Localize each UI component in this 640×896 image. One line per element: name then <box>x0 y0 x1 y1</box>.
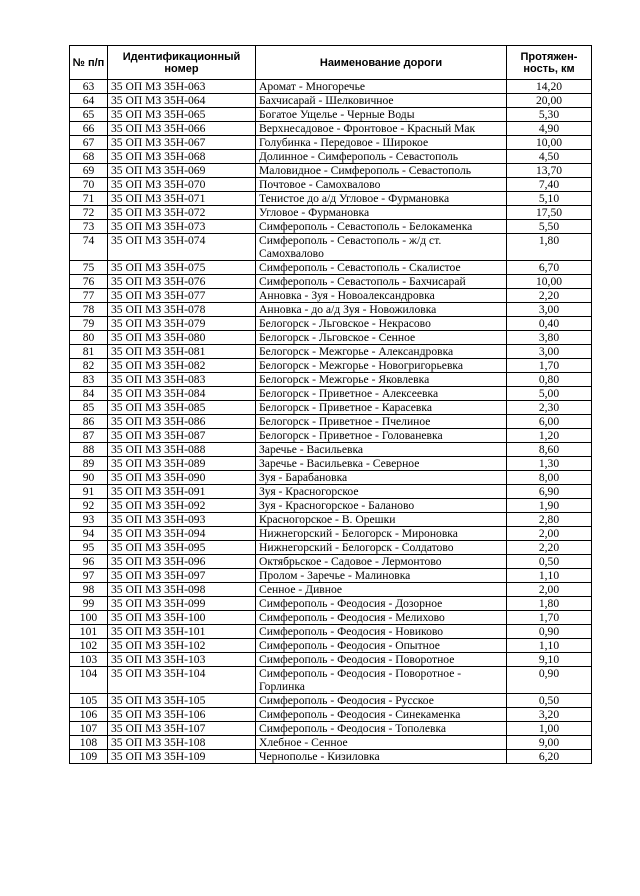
row-length: 5,10 <box>507 192 592 206</box>
row-number: 89 <box>70 457 108 471</box>
table-row <box>70 220 592 234</box>
row-number: 87 <box>70 429 108 443</box>
row-road-name: Симферополь - Севастополь - Бахчисарай <box>256 275 507 289</box>
row-length: 7,40 <box>507 178 592 192</box>
row-road-name: Симферополь - Феодосия - Новиково <box>256 625 507 639</box>
table-row <box>70 443 592 457</box>
row-road-name: Октябрьское - Садовое - Лермонтово <box>256 555 507 569</box>
row-length: 0,80 <box>507 373 592 387</box>
table-row <box>70 708 592 722</box>
row-length: 1,10 <box>507 569 592 583</box>
row-length: 6,20 <box>507 750 592 764</box>
row-length: 1,10 <box>507 639 592 653</box>
row-length: 14,20 <box>507 80 592 94</box>
row-id: 35 ОП МЗ 35Н-093 <box>108 513 256 527</box>
row-number: 100 <box>70 611 108 625</box>
table-row <box>70 625 592 639</box>
table-row <box>70 108 592 122</box>
row-id: 35 ОП МЗ 35Н-091 <box>108 485 256 499</box>
row-id: 35 ОП МЗ 35Н-101 <box>108 625 256 639</box>
row-id: 35 ОП МЗ 35Н-096 <box>108 555 256 569</box>
row-length: 1,00 <box>507 722 592 736</box>
row-road-name: Нижнегорский - Белогорск - Мироновка <box>256 527 507 541</box>
row-number: 98 <box>70 583 108 597</box>
row-number: 107 <box>70 722 108 736</box>
row-length: 3,20 <box>507 708 592 722</box>
row-road-name: Симферополь - Феодосия - Синекаменка <box>256 708 507 722</box>
row-id: 35 ОП МЗ 35Н-075 <box>108 261 256 275</box>
row-number: 85 <box>70 401 108 415</box>
row-id: 35 ОП МЗ 35Н-103 <box>108 653 256 667</box>
table-row <box>70 750 592 764</box>
row-length: 3,00 <box>507 345 592 359</box>
row-length: 1,70 <box>507 359 592 373</box>
table-row <box>70 736 592 750</box>
header-length: Протяжен-ность, км <box>507 46 592 80</box>
row-number: 99 <box>70 597 108 611</box>
row-length: 1,80 <box>507 597 592 611</box>
table-row <box>70 485 592 499</box>
row-id: 35 ОП МЗ 35Н-067 <box>108 136 256 150</box>
row-length: 2,20 <box>507 289 592 303</box>
row-road-name: Белогорск - Приветное - Пчелиное <box>256 415 507 429</box>
row-road-name: Белогорск - Межгорье - Новогригорьевка <box>256 359 507 373</box>
row-road-name: Симферополь - Феодосия - Мелихово <box>256 611 507 625</box>
header-name: Наименование дороги <box>256 46 507 80</box>
row-road-name: Симферополь - Севастополь - Белокаменка <box>256 220 507 234</box>
table-row <box>70 471 592 485</box>
row-road-name: Белогорск - Межгорье - Александровка <box>256 345 507 359</box>
row-road-name: Симферополь - Севастополь - Скалистое <box>256 261 507 275</box>
row-id: 35 ОП МЗ 35Н-085 <box>108 401 256 415</box>
row-road-name: Симферополь - Севастополь - ж/д ст. Самохвалово <box>256 234 507 261</box>
row-id: 35 ОП МЗ 35Н-100 <box>108 611 256 625</box>
table-row <box>70 331 592 345</box>
row-length: 2,20 <box>507 541 592 555</box>
header-id: Идентификационный номер <box>108 46 256 80</box>
row-road-name: Анновка - до а/д Зуя - Новожиловка <box>256 303 507 317</box>
table-row <box>70 317 592 331</box>
row-road-name: Белогорск - Приветное - Карасевка <box>256 401 507 415</box>
row-number: 81 <box>70 345 108 359</box>
row-road-name: Белогорск - Приветное - Голованевка <box>256 429 507 443</box>
row-road-name: Белогорск - Межгорье - Яковлевка <box>256 373 507 387</box>
row-road-name: Симферополь - Феодосия - Дозорное <box>256 597 507 611</box>
row-length: 6,70 <box>507 261 592 275</box>
table-row <box>70 653 592 667</box>
row-id: 35 ОП МЗ 35Н-088 <box>108 443 256 457</box>
table-row <box>70 639 592 653</box>
row-id: 35 ОП МЗ 35Н-069 <box>108 164 256 178</box>
row-length: 1,80 <box>507 234 592 261</box>
row-id: 35 ОП МЗ 35Н-083 <box>108 373 256 387</box>
table-row <box>70 289 592 303</box>
row-number: 106 <box>70 708 108 722</box>
table-row <box>70 303 592 317</box>
row-number: 97 <box>70 569 108 583</box>
row-length: 3,80 <box>507 331 592 345</box>
table-row <box>70 275 592 289</box>
table-row <box>70 583 592 597</box>
row-number: 67 <box>70 136 108 150</box>
row-length: 1,70 <box>507 611 592 625</box>
table-row <box>70 722 592 736</box>
row-length: 13,70 <box>507 164 592 178</box>
table-row <box>70 192 592 206</box>
row-length: 1,30 <box>507 457 592 471</box>
row-number: 83 <box>70 373 108 387</box>
row-length: 0,40 <box>507 317 592 331</box>
row-road-name: Зуя - Барабановка <box>256 471 507 485</box>
row-road-name: Почтовое - Самохвалово <box>256 178 507 192</box>
row-number: 68 <box>70 150 108 164</box>
row-number: 65 <box>70 108 108 122</box>
row-length: 1,90 <box>507 499 592 513</box>
row-id: 35 ОП МЗ 35Н-108 <box>108 736 256 750</box>
row-number: 72 <box>70 206 108 220</box>
row-number: 105 <box>70 694 108 708</box>
row-length: 2,30 <box>507 401 592 415</box>
row-length: 4,90 <box>507 122 592 136</box>
row-length: 0,90 <box>507 625 592 639</box>
row-length: 9,10 <box>507 653 592 667</box>
row-length: 8,60 <box>507 443 592 457</box>
row-id: 35 ОП МЗ 35Н-077 <box>108 289 256 303</box>
row-id: 35 ОП МЗ 35Н-107 <box>108 722 256 736</box>
table-row <box>70 178 592 192</box>
row-road-name: Белогорск - Льговское - Некрасово <box>256 317 507 331</box>
row-road-name: Заречье - Васильевка <box>256 443 507 457</box>
row-number: 91 <box>70 485 108 499</box>
row-number: 95 <box>70 541 108 555</box>
table-row <box>70 513 592 527</box>
row-id: 35 ОП МЗ 35Н-106 <box>108 708 256 722</box>
row-id: 35 ОП МЗ 35Н-082 <box>108 359 256 373</box>
row-road-name: Чернополье - Кизиловка <box>256 750 507 764</box>
row-id: 35 ОП МЗ 35Н-104 <box>108 667 256 694</box>
row-length: 2,00 <box>507 527 592 541</box>
table-row <box>70 415 592 429</box>
row-length: 2,00 <box>507 583 592 597</box>
table-row <box>70 359 592 373</box>
row-length: 8,00 <box>507 471 592 485</box>
row-length: 4,50 <box>507 150 592 164</box>
row-id: 35 ОП МЗ 35Н-073 <box>108 220 256 234</box>
row-id: 35 ОП МЗ 35Н-092 <box>108 499 256 513</box>
row-length: 17,50 <box>507 206 592 220</box>
row-length: 2,80 <box>507 513 592 527</box>
table-row <box>70 345 592 359</box>
table-row <box>70 234 592 261</box>
row-id: 35 ОП МЗ 35Н-079 <box>108 317 256 331</box>
row-id: 35 ОП МЗ 35Н-070 <box>108 178 256 192</box>
table-body <box>70 80 592 764</box>
row-number: 70 <box>70 178 108 192</box>
table-row <box>70 597 592 611</box>
row-number: 96 <box>70 555 108 569</box>
row-number: 104 <box>70 667 108 694</box>
row-number: 74 <box>70 234 108 261</box>
table-header <box>70 46 592 80</box>
row-id: 35 ОП МЗ 35Н-076 <box>108 275 256 289</box>
row-id: 35 ОП МЗ 35Н-105 <box>108 694 256 708</box>
row-road-name: Угловое - Фурмановка <box>256 206 507 220</box>
row-road-name: Верхнесадовое - Фронтовое - Красный Мак <box>256 122 507 136</box>
row-road-name: Тенистое до а/д Угловое - Фурмановка <box>256 192 507 206</box>
row-id: 35 ОП МЗ 35Н-089 <box>108 457 256 471</box>
row-number: 80 <box>70 331 108 345</box>
row-id: 35 ОП МЗ 35Н-072 <box>108 206 256 220</box>
row-length: 3,00 <box>507 303 592 317</box>
row-length: 0,90 <box>507 667 592 694</box>
row-number: 66 <box>70 122 108 136</box>
row-length: 6,00 <box>507 415 592 429</box>
table-row <box>70 611 592 625</box>
row-number: 103 <box>70 653 108 667</box>
row-length: 0,50 <box>507 694 592 708</box>
row-number: 101 <box>70 625 108 639</box>
row-number: 109 <box>70 750 108 764</box>
row-road-name: Симферополь - Феодосия - Опытное <box>256 639 507 653</box>
row-number: 79 <box>70 317 108 331</box>
row-id: 35 ОП МЗ 35Н-063 <box>108 80 256 94</box>
row-id: 35 ОП МЗ 35Н-087 <box>108 429 256 443</box>
row-length: 20,00 <box>507 94 592 108</box>
row-road-name: Симферополь - Феодосия - Тополевка <box>256 722 507 736</box>
table-row <box>70 457 592 471</box>
document-page <box>69 45 591 764</box>
row-number: 94 <box>70 527 108 541</box>
row-length: 9,00 <box>507 736 592 750</box>
row-id: 35 ОП МЗ 35Н-078 <box>108 303 256 317</box>
row-road-name: Анновка - Зуя - Новоалександровка <box>256 289 507 303</box>
row-road-name: Симферополь - Феодосия - Поворотное <box>256 653 507 667</box>
row-length: 10,00 <box>507 275 592 289</box>
row-id: 35 ОП МЗ 35Н-099 <box>108 597 256 611</box>
row-id: 35 ОП МЗ 35Н-094 <box>108 527 256 541</box>
row-number: 86 <box>70 415 108 429</box>
row-road-name: Маловидное - Симферополь - Севастополь <box>256 164 507 178</box>
table-row <box>70 667 592 694</box>
row-id: 35 ОП МЗ 35Н-095 <box>108 541 256 555</box>
table-row <box>70 401 592 415</box>
row-id: 35 ОП МЗ 35Н-064 <box>108 94 256 108</box>
table-row <box>70 206 592 220</box>
row-road-name: Сенное - Дивное <box>256 583 507 597</box>
row-id: 35 ОП МЗ 35Н-102 <box>108 639 256 653</box>
row-id: 35 ОП МЗ 35Н-109 <box>108 750 256 764</box>
table-row <box>70 555 592 569</box>
row-number: 92 <box>70 499 108 513</box>
table-row <box>70 164 592 178</box>
row-number: 75 <box>70 261 108 275</box>
row-length: 6,90 <box>507 485 592 499</box>
row-road-name: Заречье - Васильевка - Северное <box>256 457 507 471</box>
row-road-name: Богатое Ущелье - Черные Воды <box>256 108 507 122</box>
row-number: 108 <box>70 736 108 750</box>
row-number: 71 <box>70 192 108 206</box>
table-row <box>70 80 592 94</box>
row-length: 5,00 <box>507 387 592 401</box>
row-id: 35 ОП МЗ 35Н-086 <box>108 415 256 429</box>
row-id: 35 ОП МЗ 35Н-081 <box>108 345 256 359</box>
row-number: 90 <box>70 471 108 485</box>
row-id: 35 ОП МЗ 35Н-084 <box>108 387 256 401</box>
table-row <box>70 499 592 513</box>
row-id: 35 ОП МЗ 35Н-071 <box>108 192 256 206</box>
row-number: 82 <box>70 359 108 373</box>
row-road-name: Хлебное - Сенное <box>256 736 507 750</box>
row-length: 0,50 <box>507 555 592 569</box>
row-number: 63 <box>70 80 108 94</box>
table-row <box>70 261 592 275</box>
row-id: 35 ОП МЗ 35Н-098 <box>108 583 256 597</box>
row-number: 73 <box>70 220 108 234</box>
table-row <box>70 527 592 541</box>
row-number: 77 <box>70 289 108 303</box>
row-id: 35 ОП МЗ 35Н-068 <box>108 150 256 164</box>
table-row <box>70 429 592 443</box>
table-row <box>70 694 592 708</box>
row-road-name: Бахчисарай - Шелковичное <box>256 94 507 108</box>
row-id: 35 ОП МЗ 35Н-065 <box>108 108 256 122</box>
table-row <box>70 569 592 583</box>
row-number: 76 <box>70 275 108 289</box>
row-number: 102 <box>70 639 108 653</box>
row-road-name: Белогорск - Приветное - Алексеевка <box>256 387 507 401</box>
row-number: 69 <box>70 164 108 178</box>
table-row <box>70 387 592 401</box>
row-number: 84 <box>70 387 108 401</box>
row-road-name: Пролом - Заречье - Малиновка <box>256 569 507 583</box>
row-length: 10,00 <box>507 136 592 150</box>
row-number: 78 <box>70 303 108 317</box>
row-number: 88 <box>70 443 108 457</box>
row-number: 93 <box>70 513 108 527</box>
row-road-name: Зуя - Красногорское - Баланово <box>256 499 507 513</box>
row-road-name: Аромат - Многоречье <box>256 80 507 94</box>
row-road-name: Симферополь - Феодосия - Поворотное - Горлинка <box>256 667 507 694</box>
table-row <box>70 541 592 555</box>
row-id: 35 ОП МЗ 35Н-066 <box>108 122 256 136</box>
table-row <box>70 122 592 136</box>
row-number: 64 <box>70 94 108 108</box>
table-row <box>70 150 592 164</box>
row-id: 35 ОП МЗ 35Н-090 <box>108 471 256 485</box>
row-road-name: Голубинка - Передовое - Широкое <box>256 136 507 150</box>
row-road-name: Красногорское - В. Орешки <box>256 513 507 527</box>
row-road-name: Симферополь - Феодосия - Русское <box>256 694 507 708</box>
row-id: 35 ОП МЗ 35Н-080 <box>108 331 256 345</box>
row-length: 1,20 <box>507 429 592 443</box>
row-road-name: Долинное - Симферополь - Севастополь <box>256 150 507 164</box>
row-id: 35 ОП МЗ 35Н-097 <box>108 569 256 583</box>
row-road-name: Зуя - Красногорское <box>256 485 507 499</box>
table-row <box>70 94 592 108</box>
table-row <box>70 373 592 387</box>
roads-table <box>69 45 592 764</box>
row-length: 5,30 <box>507 108 592 122</box>
header-num: № п/п <box>70 46 108 80</box>
row-road-name: Нижнегорский - Белогорск - Солдатово <box>256 541 507 555</box>
row-length: 5,50 <box>507 220 592 234</box>
row-id: 35 ОП МЗ 35Н-074 <box>108 234 256 261</box>
row-road-name: Белогорск - Льговское - Сенное <box>256 331 507 345</box>
table-row <box>70 136 592 150</box>
